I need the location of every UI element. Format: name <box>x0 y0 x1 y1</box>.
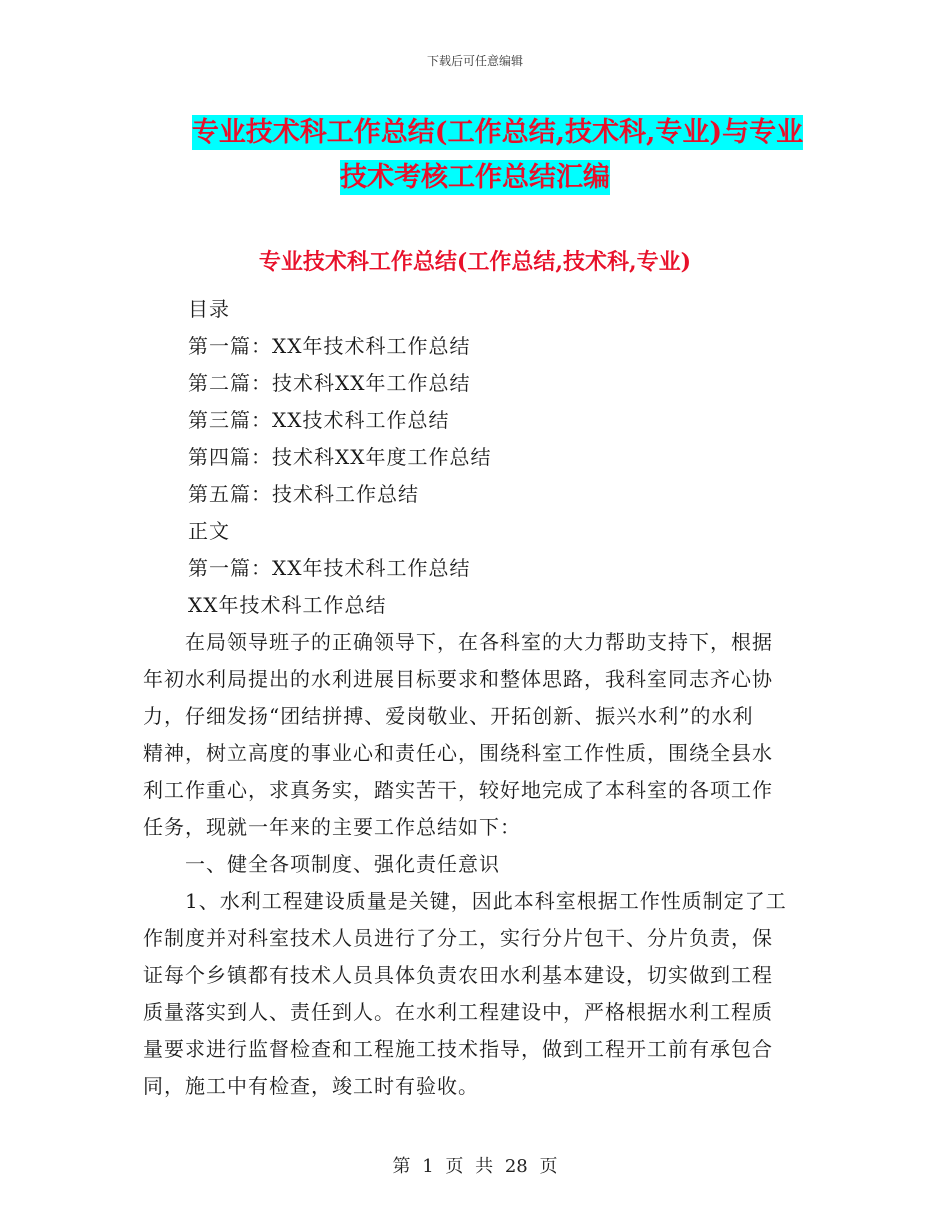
paragraph-line: 精神，树立高度的事业心和责任心，围绕科室工作性质，围绕全县水 <box>143 741 773 765</box>
toc-heading: 目录 <box>188 297 230 321</box>
header-note: 下载后可任意编辑 <box>426 54 523 68</box>
document-title-line2: 技术考核工作总结汇编 <box>340 162 610 193</box>
paragraph-line: 证每个乡镇都有技术人员具体负责农田水利基本建设，切实做到工程 <box>143 963 773 987</box>
toc-item: 第四篇：技术科XX年度工作总结 <box>188 445 492 469</box>
paragraph-line: 任务，现就一年来的主要工作总结如下： <box>143 815 521 839</box>
paragraph-line: 1、水利工程建设质量是关键，因此本科室根据工作性质制定了工 <box>143 889 787 913</box>
document-title-line1: 专业技术科工作总结(工作总结,技术科,专业)与专业 <box>191 117 804 148</box>
paragraph-line: 在局领导班子的正确领导下，在各科室的大力帮助支持下，根据 <box>143 630 773 654</box>
section-title: 专业技术科工作总结(工作总结,技术科,专业) <box>258 249 692 275</box>
toc-item: 第三篇：XX技术科工作总结 <box>188 408 450 432</box>
toc-item: 第一篇：XX年技术科工作总结 <box>188 334 471 358</box>
paragraph-line: 同，施工中有检查，竣工时有验收。 <box>143 1074 479 1098</box>
chapter-title: XX年技术科工作总结 <box>188 593 387 617</box>
paragraph-line: 质量落实到人、责任到人。在水利工程建设中，严格根据水利工程质 <box>143 1000 773 1024</box>
chapter-heading: 第一篇：XX年技术科工作总结 <box>188 556 471 580</box>
paragraph-line: 量要求进行监督检查和工程施工技术指导，做到工程开工前有承包合 <box>143 1037 773 1061</box>
paragraph-line: 年初水利局提出的水利进展目标要求和整体思路，我科室同志齐心协 <box>143 667 773 691</box>
section-heading: 一、健全各项制度、强化责任意识 <box>143 852 500 876</box>
body-heading: 正文 <box>188 519 230 543</box>
paragraph-line: 作制度并对科室技术人员进行了分工，实行分片包干、分片负责，保 <box>143 926 773 950</box>
paragraph-line: 力，仔细发扬“团结拼搏、爱岗敬业、开拓创新、振兴水利”的水利 <box>143 704 754 728</box>
paragraph-line: 利工作重心，求真务实，踏实苦干，较好地完成了本科室的各项工作 <box>143 778 773 802</box>
toc-item: 第二篇：技术科XX年工作总结 <box>188 371 471 395</box>
page-number-footer: 第 1 页 共 28 页 <box>392 1156 558 1177</box>
toc-item: 第五篇：技术科工作总结 <box>188 482 419 506</box>
